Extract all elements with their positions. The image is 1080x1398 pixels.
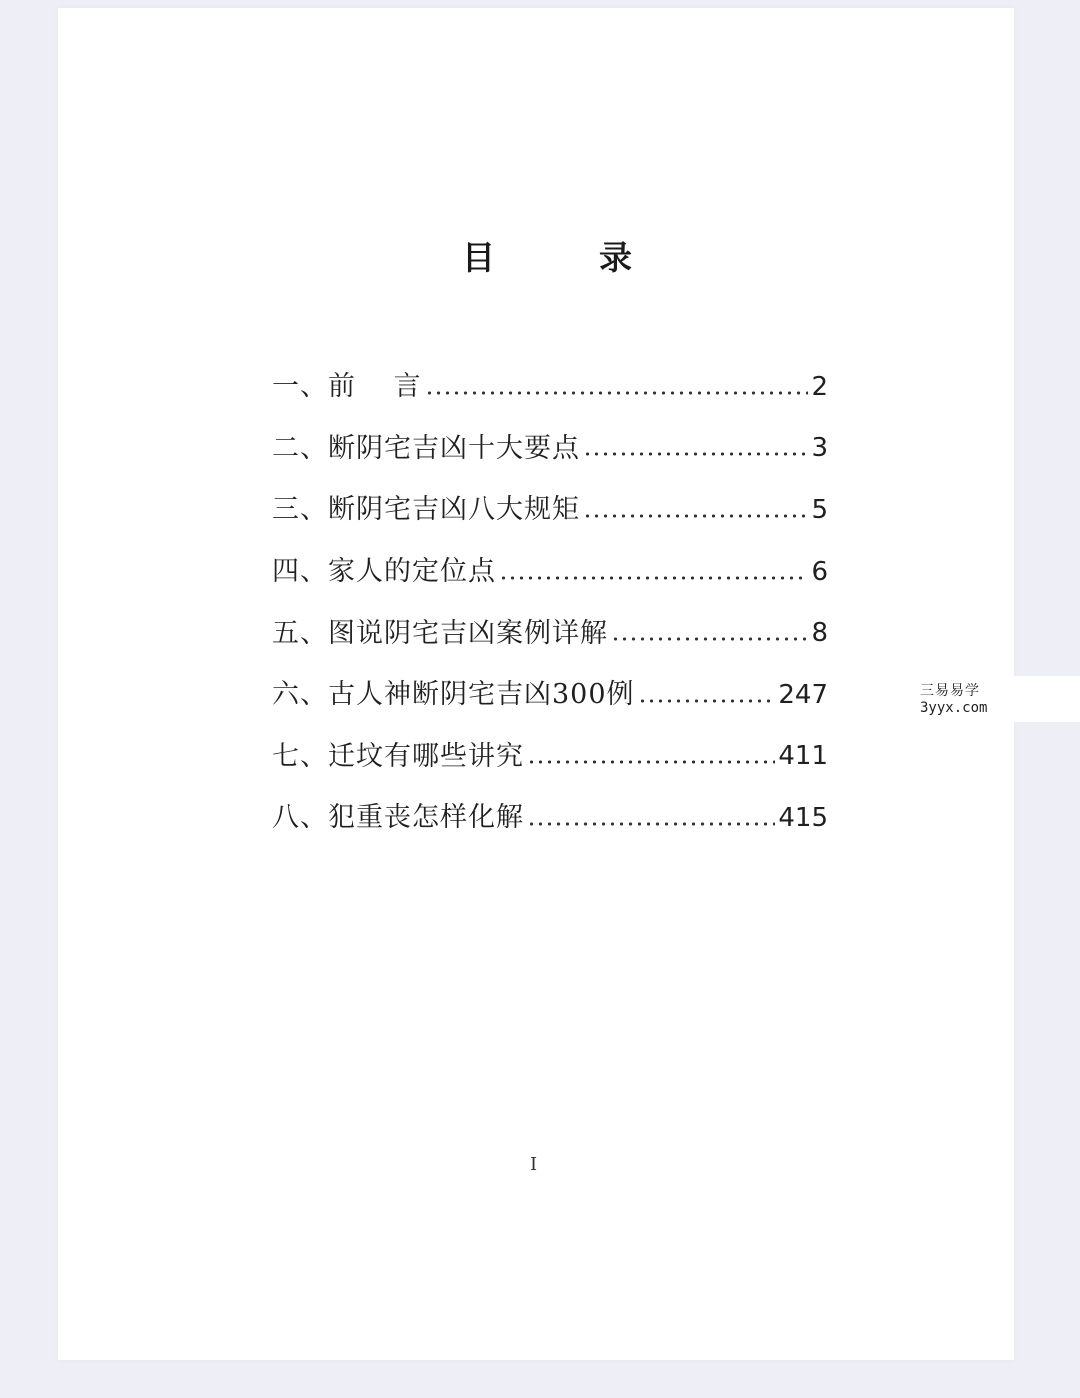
toc-entry-page: 247 xyxy=(778,679,828,710)
toc-leader-dots xyxy=(527,760,775,764)
toc-leader-dots xyxy=(499,576,808,580)
toc-entry-label: 六、古人神断阴宅吉凶300例 xyxy=(272,679,635,711)
toc-entry[interactable] xyxy=(272,356,828,418)
toc-entry[interactable] xyxy=(272,787,828,849)
toc-entry-page: 6 xyxy=(811,556,828,587)
toc-entry-page: 411 xyxy=(778,741,828,772)
toc-leader-dots xyxy=(611,637,808,641)
toc-entry-label: 七、迁坟有哪些讲究 xyxy=(272,740,524,772)
toc-entry-page: 8 xyxy=(811,618,828,649)
toc-leader-dots xyxy=(583,452,808,456)
toc-entry-label: 三、断阴宅吉凶八大规矩 xyxy=(272,494,580,526)
watermark-name: 三易易学 xyxy=(920,683,980,699)
toc-leader-dots xyxy=(527,822,775,826)
toc-entry-label: 八、犯重丧怎样化解 xyxy=(272,802,524,834)
toc-title-char-1: 目 xyxy=(462,238,495,277)
toc-entry-label: 一、前 言 xyxy=(272,371,422,403)
toc-entry[interactable] xyxy=(272,541,828,603)
toc-entry[interactable] xyxy=(272,664,828,726)
toc-leader-dots xyxy=(425,391,809,395)
toc-entry-page: 2 xyxy=(811,371,828,402)
toc-leader-dots xyxy=(638,699,776,703)
toc-leader-dots xyxy=(583,514,808,518)
watermark-url: 3yyx.com xyxy=(920,700,988,716)
toc-entry[interactable] xyxy=(272,726,828,788)
page-number: I xyxy=(530,1154,538,1175)
watermark xyxy=(902,676,1080,722)
toc-title-char-2: 录 xyxy=(599,238,632,277)
toc-entry[interactable] xyxy=(272,418,828,480)
toc-entry[interactable] xyxy=(272,602,828,664)
table-of-contents xyxy=(272,356,828,849)
toc-entry[interactable] xyxy=(272,479,828,541)
toc-title xyxy=(462,232,632,279)
toc-entry-page: 415 xyxy=(778,802,828,833)
toc-entry-label: 四、家人的定位点 xyxy=(272,556,496,588)
toc-entry-page: 5 xyxy=(811,494,828,525)
toc-entry-label: 二、断阴宅吉凶十大要点 xyxy=(272,432,580,464)
toc-entry-label: 五、图说阴宅吉凶案例详解 xyxy=(272,617,608,649)
toc-entry-page: 3 xyxy=(811,433,828,464)
